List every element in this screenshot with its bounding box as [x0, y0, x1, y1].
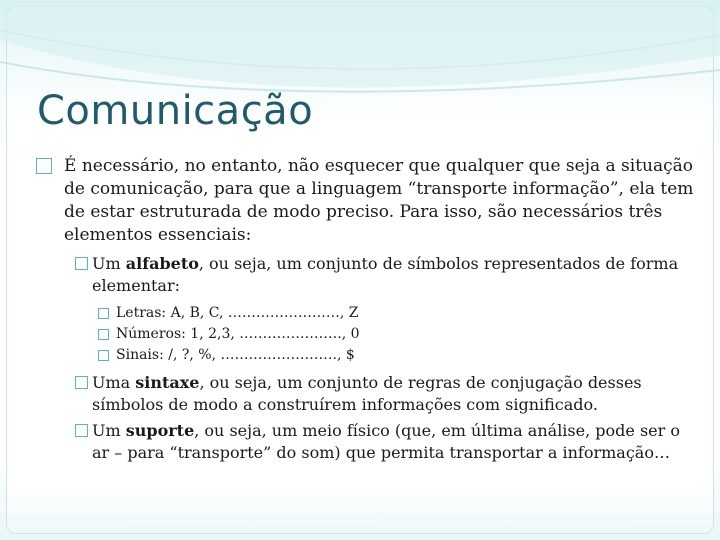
element-text: , ou seja, um meio físico (que, em última análise, pode ser o ar – para “transporte” do som) que permita transportar a informação… — [92, 421, 680, 462]
element-prefix: Um — [92, 254, 126, 273]
element-prefix: Uma — [92, 373, 136, 392]
element-keyword: alfabeto — [125, 254, 199, 273]
example-text: Letras: A, B, C, ……………………, Z — [116, 305, 359, 321]
element-keyword: sintaxe — [135, 373, 200, 392]
example-text: Sinais: /, ?, %, ……………………., $ — [116, 347, 355, 363]
square-bullet-icon — [36, 158, 52, 174]
slide-content — [36, 155, 696, 468]
example-item-letras — [36, 303, 696, 324]
element-item-suporte — [36, 420, 696, 464]
element-text: , ou seja, um conjunto de símbolos representados de forma elementar: — [92, 254, 679, 295]
square-bullet-icon — [98, 329, 109, 340]
square-bullet-icon — [75, 257, 88, 270]
square-bullet-icon — [98, 350, 109, 361]
square-bullet-icon — [75, 424, 88, 437]
square-bullet-icon — [98, 308, 109, 319]
intro-text: É necessário, no entanto, não esquecer que qualquer que seja a situação de comunicação, para que a linguagem “transporte informação”, ela tem de estar estruturada de modo preciso. Para isso, são necessários três elementos essenciais: — [64, 156, 694, 245]
alfabeto-examples — [36, 303, 696, 366]
element-item-sintaxe — [36, 372, 696, 416]
slide-title: Comunicação — [37, 88, 314, 134]
intro-paragraph — [36, 155, 696, 247]
element-text: , ou seja, um conjunto de regras de conjugação desses símbolos de modo a construírem informações com significado. — [92, 373, 642, 414]
element-keyword: suporte — [125, 421, 195, 440]
example-text: Números: 1, 2,3, …………………., 0 — [116, 326, 360, 342]
element-item-alfabeto — [36, 253, 696, 297]
example-item-sinais — [36, 345, 696, 366]
square-bullet-icon — [75, 376, 88, 389]
example-item-numeros — [36, 324, 696, 345]
element-prefix: Um — [92, 421, 126, 440]
